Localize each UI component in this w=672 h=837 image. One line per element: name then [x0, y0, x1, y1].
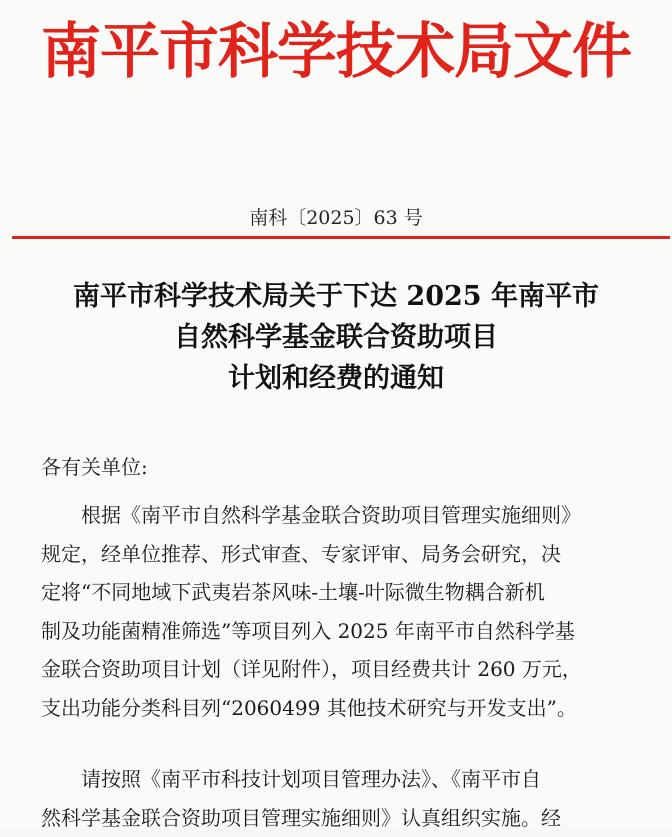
paragraph-line: 金联合资助项目计划（详见附件），项目经费共计 260 万元，: [41, 650, 651, 689]
title-line-3: 计划和经费的通知: [0, 358, 672, 399]
agency-masthead: 南平市科学技术局文件: [0, 12, 672, 92]
notice-title: [0, 276, 672, 399]
paragraph-line: 规定，经单位推荐、形式审查、专家评审、局务会研究，决: [41, 535, 651, 574]
red-divider-line: [12, 236, 670, 239]
salutation: 各有关单位:: [41, 452, 148, 482]
paragraph-line: 根据《南平市自然科学基金联合资助项目管理实施细则》: [41, 496, 651, 535]
document-number: 南科〔2025〕63 号: [0, 203, 672, 233]
paragraph-line: 然科学基金联合资助项目管理实施细则》认真组织实施。经: [41, 799, 651, 837]
paragraph-line: 支出功能分类科目列“2060499 其他技术研究与开发支出”。: [41, 689, 651, 728]
paragraph-line: 请按照《南平市科技计划项目管理办法》、《南平市自: [41, 760, 651, 799]
paragraph-line: 制及功能菌精准筛选”等项目列入 2025 年南平市自然科学基: [41, 612, 651, 651]
body-paragraph-2: [41, 760, 651, 837]
body-paragraph-1: [41, 496, 651, 727]
title-line-1: 南平市科学技术局关于下达 2025 年南平市: [0, 276, 672, 317]
title-line-2: 自然科学基金联合资助项目: [0, 317, 672, 358]
paragraph-line: 定将“不同地域下武夷岩茶风味-土壤-叶际微生物耦合新机: [41, 573, 651, 612]
